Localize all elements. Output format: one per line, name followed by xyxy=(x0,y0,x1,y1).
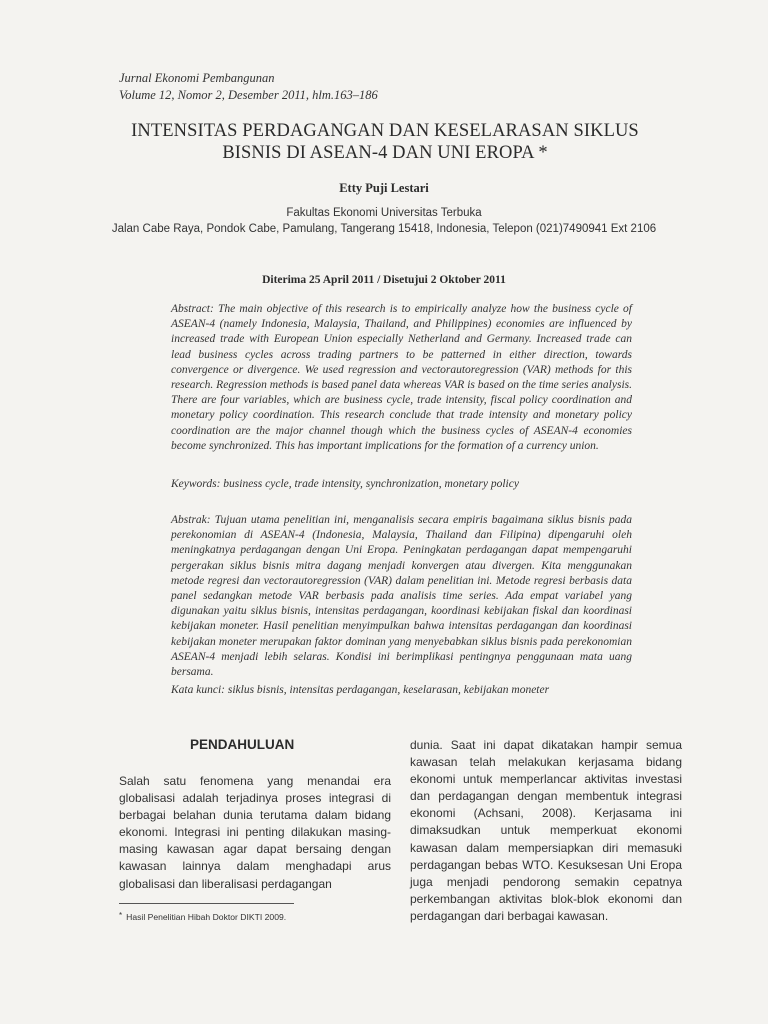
body-column-left: Salah satu fenomena yang menandai era globalisasi adalah terjadinya proses integrasi di berbagai belahan dunia terutama dalam bidang ekonomi. Integrasi ini penting dilakukan masing-masing kawasan agar dapat bersaing dengan kawasan lainnya dalam menghadapi arus globalisasi dan liberalisasi perdagangan xyxy=(119,774,391,891)
abstract-english: Abstract: The main objective of this research is to empirically analyze how the business cycle of ASEAN-4 (namely Indonesia, Malaysia, Thailand, and Philippines) economies are influenced by increased trade with European Union especially Netherland and Germany. Increased trade can lead business cycles across trading partners to be patterned in either direction, towards convergence or divergence. We used regression and vectorautoregression (VAR) methods for this research. Regression methods is based panel data whereas VAR is based on the time series analysis. There are four variables, which are business cycle, trade intensity, fiscal policy coordination and monetary policy coordination. This research conclude that trade intensity and monetary policy coordination are the major channel though which the business cycles of ASEAN-4 economies become synchronized. This has important implications for the formation of a currency union. xyxy=(171,303,632,452)
footnote-divider xyxy=(119,903,294,904)
paper-title xyxy=(80,120,690,164)
affiliation-address: Jalan Cabe Raya, Pondok Cabe, Pamulang, Tangerang 15418, Indonesia, Telepon (021)7490941 Ext 2106 xyxy=(111,223,657,235)
author-affiliation xyxy=(0,205,768,237)
affiliation-institution: Fakultas Ekonomi Universitas Terbuka xyxy=(286,207,482,219)
body-column-right: dunia. Saat ini dapat dikatakan hampir semua kawasan telah melakukan kerjasama bidang ekonomi untuk memperlancar aktivitas investasi dan perdagangan dengan membentuk integrasi ekonomi (Achsani, 2008). Kerjasama ini dimaksudkan untuk memperkuat ekonomi kawasan dalam mempersiapkan diri memasuki perdagangan bebas WTO. Kesuksesan Uni Eropa juga menjadi pendorong semakin cepatnya perkembangan aktivitas blok-blok ekonomi dan perdagangan dari berbagai kawasan. xyxy=(410,738,682,923)
keywords-indonesian: Kata kunci: siklus bisnis, intensitas perdagangan, keselarasan, kebijakan moneter xyxy=(171,684,550,696)
footnote-marker: * xyxy=(119,911,123,920)
journal-volume: Volume 12, Nomor 2, Desember 2011, hlm.163–186 xyxy=(119,88,378,102)
journal-citation xyxy=(119,70,378,104)
footnote-text: Hasil Penelitian Hibah Doktor DIKTI 2009. xyxy=(126,912,287,922)
submission-dates: Diterima 25 April 2011 / Disetujui 2 Oktober 2011 xyxy=(262,274,506,286)
paper-title-line-2: BISNIS DI ASEAN-4 DAN UNI EROPA * xyxy=(222,143,548,163)
journal-name: Jurnal Ekonomi Pembangunan xyxy=(119,71,275,85)
abstract-indonesian: Abstrak: Tujuan utama penelitian ini, menganalisis secara empiris bagaimana siklus bisnis pada perekonomian di ASEAN-4 (Indonesia, Malaysia, Thailand dan Filipina) dipengaruhi oleh meningkatnya perdagangan dengan Uni Eropa. Peningkatan perdagangan dapat mempengaruhi pergerakan siklus bisnis mitra dagang menjadi konvergen atau divergen. Kita menggunakan metode regresi dan vectorautoregression (VAR) dalam penelitian ini. Metode regresi berbasis data panel sedangkan metode VAR berbasis pada analisis time series. Ada empat variabel yang digunakan yaitu siklus bisnis, intensitas perdagangan, koordinasi kebijakan fiskal dan koordinasi kebijakan moneter. Hasil penelitian menyimpulkan bahwa intensitas perdagangan dan koordinasi kebijakan moneter merupakan faktor dominan yang menyebabkan siklus bisnis pada perekonomian ASEAN-4 menjadi lebih selaras. Kondisi ini berimplikasi pentingnya penggunaan mata uang bersama. xyxy=(171,514,632,679)
keywords-english: Keywords: business cycle, trade intensity, synchronization, monetary policy xyxy=(171,478,519,490)
section-heading: PENDAHULUAN xyxy=(190,737,295,752)
paper-title-line-1: INTENSITAS PERDAGANGAN DAN KESELARASAN SIKLUS xyxy=(131,121,639,141)
footnote xyxy=(119,911,286,922)
author-name: Etty Puji Lestari xyxy=(339,181,429,195)
